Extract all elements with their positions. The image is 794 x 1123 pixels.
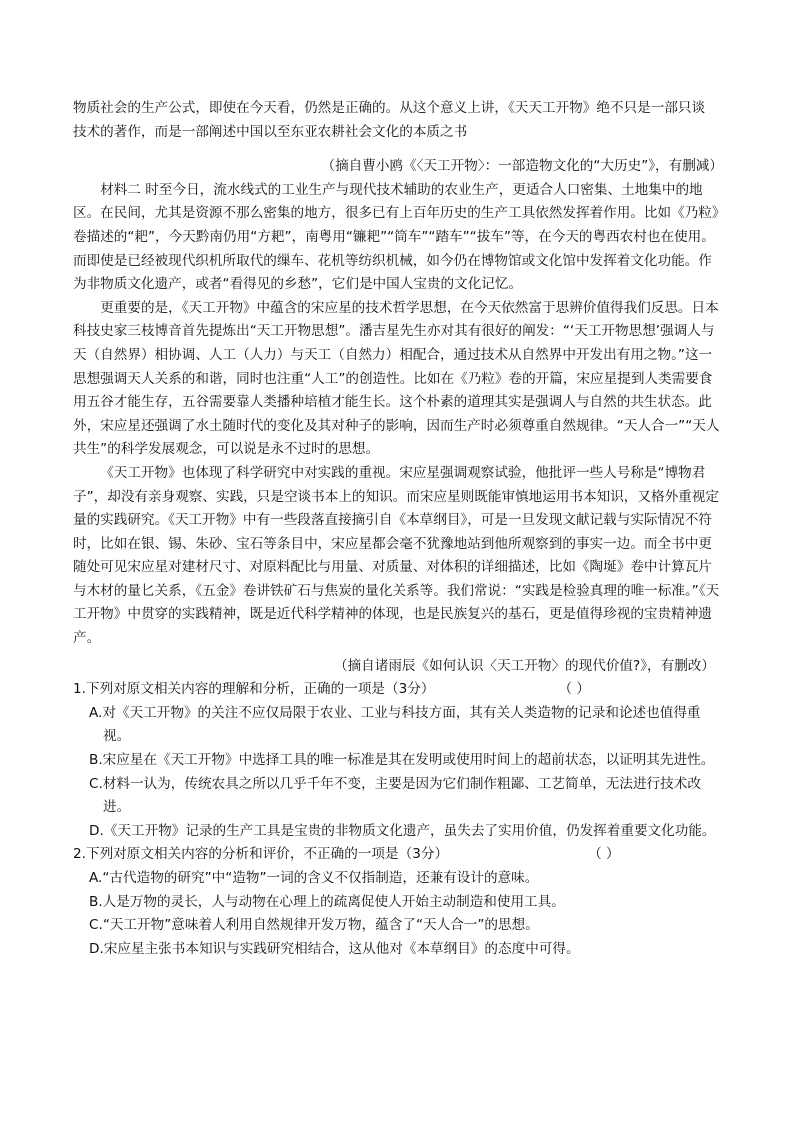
option-b: B.人是万物的灵长，人与动物在心理上的疏离促使人开始主动制造和使用工具。 — [89, 893, 565, 910]
question-1 — [73, 678, 723, 843]
source-citation-2: （摘自诸雨辰《如何认识〈天工开物〉的现代价值?》，有删改） — [333, 657, 715, 674]
paragraph-philosophy: 更重要的是，《天工开物》中蕴含的宋应星的技术哲学思想，在今天依然富于思辨价值得我们反思。日本科技史家三枝博音首先提炼出“天工开物思想”。潘吉星先生亦对其有很好的阐发：“‘天工开物思想’强调人与天（自然界）相协调、人工（人力）与天工（自然力）相配合，通过技术从自然界中开发出有用之物。”这一思想强调天人关系的和谐，同时也注重“人工”的创造性。比如在《乃粒》卷的开篇，宋应星提到人类需要食用五谷才能生存，五谷需要靠人类播种培植才能生长。这个朴素的道理其实是强调人与自然的共生状态。此外，宋应星还强调了水土随时代的变化及其对种子的影响，因而生产时必须尊重自然规律。“天人合一”“天人共生”的科学发展观念，可以说是永不过时的思想。 — [73, 299, 720, 458]
material-two-paragraph: 材料二 时至今日，流水线式的工业生产与现代技术辅助的农业生产，更适合人口密集、土地集中的地区。在民间，尤其是资源不那么密集的地方，很多已有上百年历史的生产工具依然发挥着作用。比如《乃粒》卷描述的“耙”，今天黔南仍用“方耙”，南粤用“镰耙”“筒车”“踏车”“拔车”等，在今天的粤西农村也在使用。而即使是已经被现代织机所取代的缫车、花机等纺织机械，如今仍在博物馆或文化馆中发挥着文化功能。作为非物质文化遗产，或者“看得见的乡愁”，它们是中国人宝贵的文化记忆。 — [73, 181, 719, 293]
answer-blank: （ ） — [588, 846, 620, 863]
source-citation-1: （摘自曹小鸥《〈天工开物〉：一部造物文化的“大历史”》，有删减） — [321, 158, 723, 175]
question-stem: 2.下列对原文相关内容的分析和评价，不正确的一项是（3分） （ ） — [73, 843, 723, 867]
option-d: D.宋应星主张书本知识与实践研究相结合，这从他对《本草纲目》的态度中可得。 — [89, 940, 580, 957]
text-line: 物质社会的生产公式，即使在今天看，仍然是正确的。从这个意义上讲，《天天工开物》绝不只是一部只谈 — [73, 100, 706, 116]
question-stem: 1.下列对原文相关内容的理解和分析，正确的一项是（3分） （ ） — [73, 678, 723, 702]
option-c: C.“天工开物”意味着人利用自然规律开发万物，蕴含了“天人合一”的思想。 — [89, 917, 539, 934]
document-body — [73, 97, 723, 961]
question-2 — [73, 843, 723, 961]
text-line: 技术的著作，而是一部阐述中国以至东亚农耕社会文化的本质之书 — [73, 123, 468, 140]
paragraph-continued — [73, 97, 723, 144]
option-a: A.“古代造物的研究”中“造物”一词的含义不仅指制造，还兼有设计的意味。 — [89, 870, 539, 886]
option-b: B.宋应星在《天工开物》中选择工具的唯一标准是其在发明或使用时间上的超前状态，以证明其先进性。 — [89, 752, 715, 769]
option-d: D.《天工开物》记录的生产工具是宝贵的非物质文化遗产，虽失去了实用价值，仍发挥着重要文化功能。 — [89, 822, 716, 839]
paragraph-practice: 《天工开物》也体现了科学研究中对实践的重视。宋应星强调观察试验，他批评一些人号称是“博物君子”，却没有亲身观察、实践，只是空谈书本上的知识。而宋应星则既能审慎地运用书本知识，又格外重视定量的实践研究。《天工开物》中有一些段落直接摘引自《本草纲目》，可是一旦发现文献记载与实际情况不符时，比如在银、锡、朱砂、宝石等条目中，宋应星都会毫不犹豫地站到他所观察到的事实一边。而全书中更随处可见宋应星对建材尺寸、对原料配比与用量、对质量、对体积的详细描述，比如《陶埏》卷中计算瓦片与木材的量匕关系，《五金》卷讲铁矿石与焦炭的量化关系等。我们常说：“实践是检验真理的唯一标准。”《天工开物》中贯穿的实践精神，既是近代科学精神的体现，也是民族复兴的基石，更是值得珍视的宝贵精神遗产。 — [73, 464, 720, 647]
answer-blank: （ ） — [558, 681, 590, 698]
option-a: A.对《天工开物》的关注不应仅局限于农业、工业与科技方面，其有关人类造物的记录和论述也值得重 视。 — [89, 704, 701, 745]
option-c: C.材料一认为，传统农具之所以几乎千年不变，主要是因为它们制作粗鄙、工艺简单，无法进行技术改 进。 — [89, 775, 701, 816]
